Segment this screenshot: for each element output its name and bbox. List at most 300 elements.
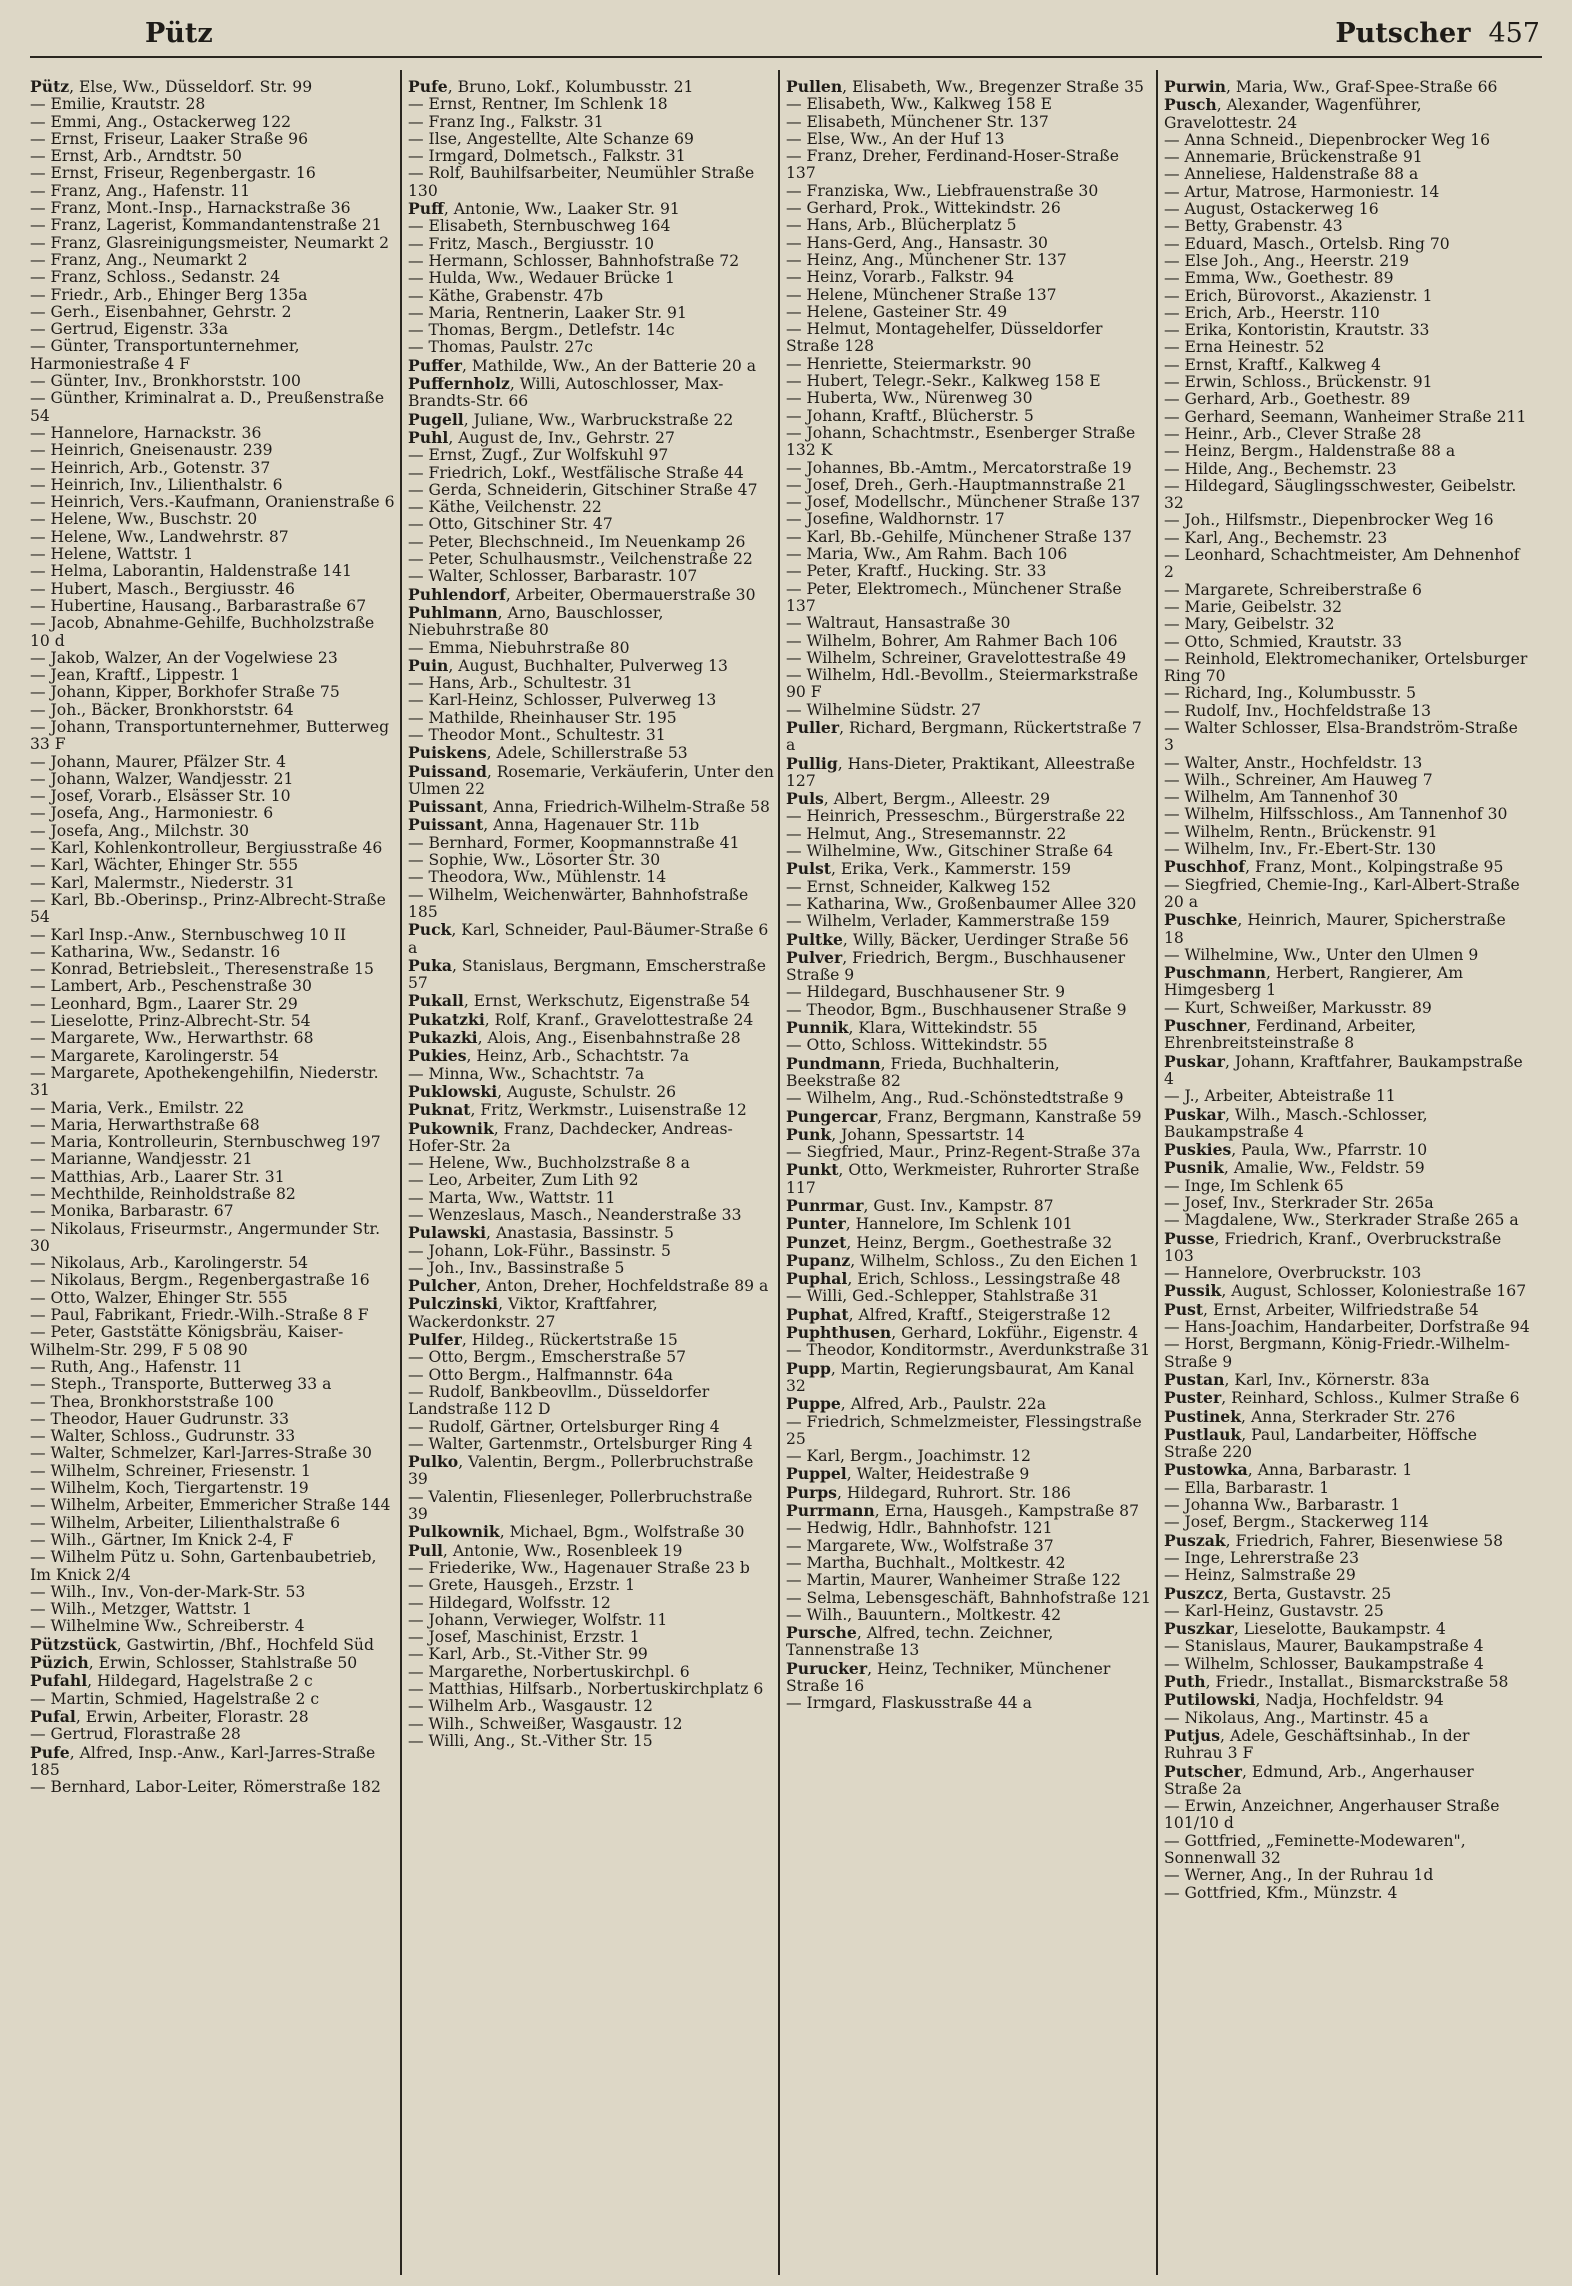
entry-text: — Otto, Gitschiner Str. 47 — [408, 515, 613, 534]
directory-entry — [408, 1172, 774, 1189]
directory-entry — [408, 1047, 774, 1065]
entry-text: , Berta, Gustavstr. 25 — [1223, 1584, 1392, 1603]
directory-entry — [408, 586, 774, 604]
directory-entry — [1164, 947, 1530, 964]
entry-text: — Thea, Bronkhorststraße 100 — [30, 1392, 274, 1411]
directory-entry — [30, 200, 396, 217]
entry-text: — Käthe, Veilchenstr. 22 — [408, 498, 602, 517]
entry-surname: Pufal — [30, 1706, 76, 1726]
directory-entry — [30, 1013, 396, 1030]
entry-text: — Johann, Schachtmstr., Esenberger Straße 132 K — [786, 423, 1136, 460]
entry-text: — Margarete, Ww., Wolfstraße 37 — [786, 1536, 1054, 1555]
directory-entry — [408, 499, 774, 516]
entry-text: — Karl, Ang., Bechemstr. 23 — [1164, 528, 1388, 547]
directory-entry — [1164, 1620, 1530, 1638]
entry-surname: Puphat — [786, 1304, 849, 1324]
entry-text: — Gerhard, Prok., Wittekindstr. 26 — [786, 199, 1061, 218]
entry-text: , Maria, Ww., Graf-Spee-Straße 66 — [1225, 78, 1498, 96]
directory-entry — [786, 477, 1152, 494]
entry-text: — Rudolf, Bankbeovllm., Düsseldorfer Landstraße 112 D — [408, 1382, 710, 1419]
directory-entry — [1164, 374, 1530, 391]
entry-surname: Pustlauk — [1164, 1424, 1242, 1444]
entry-surname: Puknat — [408, 1100, 471, 1120]
entry-surname: Pukies — [408, 1046, 467, 1066]
directory-entry — [1164, 201, 1530, 218]
entry-text: — Hans-Joachim, Handarbeiter, Dorfstraße 94 — [1164, 1318, 1530, 1337]
directory-entry — [786, 321, 1152, 356]
entry-text: — Siegfried, Maur., Prinz-Regent-Straße 37a — [786, 1143, 1141, 1162]
entry-text: — Gerhard, Seemann, Wanheimer Straße 211 — [1164, 407, 1527, 426]
directory-entry — [30, 1618, 396, 1635]
directory-entry — [30, 1048, 396, 1065]
directory-entry — [786, 1288, 1152, 1305]
directory-entry — [786, 1324, 1152, 1342]
entry-text: — Gottfried, Kfm., Münzstr. 4 — [1164, 1883, 1398, 1902]
entry-surname: Pufahl — [30, 1671, 88, 1691]
directory-entry — [786, 408, 1152, 425]
entry-text: — Katharina, Ww., Großenbaumer Allee 320 — [786, 894, 1137, 913]
directory-entry — [786, 114, 1152, 131]
entry-text: , Frieda, Buchhalterin, Beekstraße 82 — [786, 1054, 1060, 1090]
entry-text: — Willi, Ged.-Schlepper, Stahlstraße 31 — [786, 1287, 1100, 1306]
entry-text: , Anna, Hagenauer Str. 11b — [483, 816, 700, 835]
entry-text: — Grete, Hausgeh., Erzstr. 1 — [408, 1576, 636, 1595]
directory-entry — [1164, 1727, 1530, 1763]
directory-entry — [30, 269, 396, 286]
entry-text: — Johann, Walzer, Wandjesstr. 21 — [30, 769, 294, 788]
directory-entry — [408, 1190, 774, 1207]
entry-text: , Willi, Autoschlosser, Max-Brandts-Str. 66 — [408, 375, 724, 411]
entry-text: — Peter, Kraftf., Hucking. Str. 33 — [786, 562, 1047, 581]
entry-text: , Hildegard, Hagelstraße 2 c — [87, 1672, 313, 1691]
directory-entry — [786, 1607, 1152, 1624]
directory-entry — [786, 1002, 1152, 1019]
entry-text: — Erich, Bürovorst., Akazienstr. 1 — [1164, 286, 1433, 305]
entry-text: — Hubertine, Hausang., Barbarastraße 67 — [30, 596, 367, 615]
entry-text: — Franz, Ang., Hafenstr. 11 — [30, 181, 251, 200]
directory-entry — [1164, 841, 1530, 858]
directory-entry — [30, 529, 396, 546]
entry-text: — Lieselotte, Prinz-Albrecht-Str. 54 — [30, 1012, 311, 1031]
entry-text: , Alfred, Kraftf., Steigerstraße 12 — [848, 1305, 1111, 1324]
entry-surname: Pütz — [30, 78, 70, 96]
entry-text: , Heinrich, Maurer, Spicherstraße 18 — [1164, 911, 1506, 947]
directory-entry — [30, 390, 396, 425]
entry-surname: Puszkar — [1164, 1619, 1234, 1639]
entry-text: — Franziska, Ww., Liebfrauenstraße 30 — [786, 181, 1099, 200]
entry-text: , Willy, Bäcker, Uerdinger Straße 56 — [842, 930, 1129, 949]
directory-entry — [30, 840, 396, 857]
directory-entry — [786, 1660, 1152, 1696]
entry-text: — Monika, Barbarastr. 67 — [30, 1202, 234, 1221]
directory-entry — [1164, 1212, 1530, 1229]
directory-entry — [786, 1538, 1152, 1555]
entry-surname: Pungercar — [786, 1106, 878, 1126]
entry-text: , Rolf, Kranf., Gravelottestraße 24 — [484, 1010, 754, 1029]
directory-entry — [408, 957, 774, 993]
entry-text: , Valentin, Bergm., Pollerbruchstraße 39 — [408, 1453, 754, 1489]
entry-text: — Elisabeth, Ww., Kalkweg 158 E — [786, 95, 1053, 114]
directory-entry — [1164, 806, 1530, 823]
directory-entry — [408, 1384, 774, 1419]
entry-text: , Alexander, Wagenführer, Gravelottestr. 24 — [1164, 96, 1422, 132]
directory-entry — [408, 640, 774, 657]
directory-entry — [30, 1186, 396, 1203]
entry-text: — August, Ostackerweg 16 — [1164, 200, 1379, 219]
entry-text: — Helene, Ww., Buchholzstraße 8 a — [408, 1154, 690, 1173]
entry-text: — Franz, Lagerist, Kommandantenstraße 21 — [30, 216, 382, 235]
directory-entry — [408, 744, 774, 762]
directory-entry — [408, 339, 774, 356]
entry-surname: Puissant — [408, 815, 484, 835]
entry-text: , Johann, Kraftfahrer, Baukampstraße 4 — [1164, 1052, 1523, 1088]
entry-text: — Matthias, Hilfsarb., Norbertuskirchplatz 6 — [408, 1680, 764, 1699]
entry-text: — Johann, Kipper, Borkhofer Straße 75 — [30, 683, 340, 702]
entry-text: , Wilh., Masch.-Schlosser, Baukampstraße 4 — [1164, 1105, 1428, 1141]
directory-entry — [30, 944, 396, 961]
directory-entry — [1164, 512, 1530, 529]
entry-surname: Puschke — [1164, 910, 1238, 930]
directory-entry — [786, 1448, 1152, 1465]
entry-text: — Johannes, Bb.-Amtm., Mercatorstraße 19 — [786, 458, 1132, 477]
directory-entry — [1164, 616, 1530, 633]
entry-surname: Pundmann — [786, 1053, 881, 1073]
directory-entry — [408, 114, 774, 131]
directory-entry — [1164, 1833, 1530, 1868]
directory-entry — [1164, 1319, 1530, 1336]
directory-entry — [786, 390, 1152, 407]
directory-entry — [786, 1252, 1152, 1270]
entry-text: , Adele, Schillerstraße 53 — [486, 744, 688, 763]
entry-text: , Otto, Werkmeister, Ruhrorter Straße 117 — [786, 1161, 1140, 1197]
directory-entry — [30, 1480, 396, 1497]
directory-entry — [1164, 1282, 1530, 1300]
directory-entry — [1164, 858, 1530, 876]
directory-entry — [30, 1636, 396, 1654]
directory-entry — [408, 447, 774, 464]
directory-entry — [786, 581, 1152, 616]
directory-entry — [30, 1030, 396, 1047]
entry-text: — Richard, Ing., Kolumbusstr. 5 — [1164, 684, 1417, 703]
entry-text: , Wilhelm, Schloss., Zu den Eichen 1 — [850, 1251, 1139, 1270]
directory-entry — [30, 1100, 396, 1117]
column-divider — [400, 70, 402, 2275]
directory-entry — [786, 1342, 1152, 1359]
entry-text: — Wilh., Schweißer, Wasgaustr. 12 — [408, 1714, 683, 1733]
entry-text: — Heinr., Arb., Clever Straße 28 — [1164, 424, 1422, 443]
directory-entry — [1164, 772, 1530, 789]
directory-entry — [1164, 1656, 1530, 1673]
directory-entry — [1164, 166, 1530, 183]
directory-entry — [1164, 1480, 1530, 1497]
entry-text: — Johann, Kraftf., Blücherstr. 5 — [786, 406, 1034, 425]
entry-text: — Günter, Transportunternehmer, Harmoniestraße 4 F — [30, 337, 300, 373]
directory-entry — [1164, 132, 1530, 149]
entry-text: — Friedrich, Schmelzmeister, Flessingstraße 25 — [786, 1412, 1142, 1448]
entry-text: — Rudolf, Inv., Hochfeldstraße 13 — [1164, 701, 1432, 720]
directory-entry — [408, 534, 774, 551]
entry-text: , Stanislaus, Bergmann, Emscherstraße 57 — [408, 956, 766, 993]
entry-surname: Puster — [1164, 1388, 1222, 1408]
entry-text: , Martin, Regierungsbaurat, Am Kanal 32 — [786, 1359, 1134, 1395]
directory-entry — [408, 1224, 774, 1242]
entry-surname: Purwin — [1164, 78, 1226, 96]
entry-text: — Walter Schlosser, Elsa-Brandström-Straße 3 — [1164, 718, 1518, 755]
entry-text: — Johann, Verwieger, Wolfstr. 11 — [408, 1610, 668, 1629]
entry-text: — Karl, Bb.-Gehilfe, Münchener Straße 137 — [786, 527, 1132, 546]
entry-text: — Gertrud, Florastraße 28 — [30, 1725, 241, 1744]
page-header — [30, 14, 1542, 54]
entry-surname: Pustinek — [1164, 1406, 1242, 1426]
directory-entry — [786, 1484, 1152, 1502]
entry-text: — Hildegard, Wolfsstr. 12 — [408, 1593, 611, 1612]
directory-entry — [1164, 1053, 1530, 1089]
directory-entry — [786, 702, 1152, 719]
entry-surname: Puth — [1164, 1672, 1206, 1692]
entry-surname: Purrmann — [786, 1501, 875, 1521]
column-divider — [778, 70, 780, 2275]
entry-text: — Ernst, Zugf., Zur Wolfskuhl 97 — [408, 446, 669, 465]
entry-text: — Margarete, Karolingerstr. 54 — [30, 1046, 279, 1065]
directory-entry — [408, 1681, 774, 1698]
entry-surname: Puck — [408, 920, 452, 940]
directory-entry — [1164, 911, 1530, 947]
directory-entry — [408, 763, 774, 799]
entry-text: — Friederike, Ww., Hagenauer Straße 23 b — [408, 1558, 750, 1577]
entry-text: — Gerhard, Arb., Goethestr. 89 — [1164, 390, 1411, 409]
entry-text: — Johanna Ww., Barbarastr. 1 — [1164, 1496, 1401, 1515]
directory-entry — [408, 869, 774, 886]
entry-text: , Paul, Landarbeiter, Höffsche Straße 220 — [1164, 1425, 1478, 1462]
entry-text: , Bruno, Lokf., Kolumbusstr. 21 — [447, 78, 694, 96]
entry-text: , Anna, Friedrich-Wilhelm-Straße 58 — [483, 798, 770, 817]
entry-text: — Hans, Arb., Schultestr. 31 — [408, 674, 633, 693]
directory-entry — [30, 373, 396, 390]
entry-text: — Hulda, Ww., Wedauer Brücke 1 — [408, 269, 675, 288]
directory-entry — [786, 269, 1152, 286]
entry-text: , Fritz, Werkmstr., Luisenstraße 12 — [470, 1101, 747, 1120]
entry-text: — Wilhelm, Verlader, Kammerstraße 159 — [786, 912, 1110, 931]
directory-entry — [786, 1590, 1152, 1607]
directory-entry — [408, 482, 774, 499]
entry-text: — Theodora, Ww., Mühlenstr. 14 — [408, 868, 667, 887]
entry-surname: Puin — [408, 655, 449, 675]
entry-surname: Puklowski — [408, 1081, 498, 1101]
header-right — [1335, 18, 1540, 49]
directory-entry — [786, 1572, 1152, 1589]
entry-text: — Maria, Verk., Emilstr. 22 — [30, 1098, 245, 1117]
entry-text: — Joh., Inv., Bassinstraße 5 — [408, 1258, 625, 1277]
directory-entry — [1164, 253, 1530, 270]
directory-entry — [30, 96, 396, 113]
entry-text: — Walter, Schlosser, Barbarastr. 107 — [408, 567, 698, 586]
entry-text: , Lieselotte, Baukampstr. 4 — [1233, 1620, 1446, 1639]
entry-text: — Otto, Schloss. Wittekindstr. 55 — [786, 1036, 1048, 1055]
entry-text: — J., Arbeiter, Abteistraße 11 — [1164, 1087, 1396, 1106]
entry-text: — Günther, Kriminalrat a. D., Preußenstraße 54 — [30, 389, 385, 425]
entry-surname: Purps — [786, 1482, 837, 1502]
directory-entry — [30, 1497, 396, 1514]
directory-entry — [30, 1445, 396, 1462]
entry-surname: Pultke — [786, 929, 843, 949]
entry-text: — Leo, Arbeiter, Zum Lith 92 — [408, 1171, 639, 1190]
directory-entry — [1164, 218, 1530, 235]
directory-entry — [30, 1532, 396, 1549]
entry-surname: Pusch — [1164, 95, 1217, 115]
entry-text: , Anna, Sterkrader Str. 276 — [1241, 1407, 1456, 1426]
entry-text: — Erwin, Schloss., Brückenstr. 91 — [1164, 373, 1433, 392]
entry-surname: Pützstück — [30, 1634, 117, 1654]
entry-surname: Pufe — [408, 78, 448, 96]
directory-entry — [408, 1029, 774, 1047]
entry-text: — Josef, Modellschr., Münchener Straße 137 — [786, 493, 1141, 512]
entry-text: — Ernst, Arb., Arndtstr. 50 — [30, 147, 242, 166]
entry-text: , Alfred, Insp.-Anw., Karl-Jarres-Straße 185 — [30, 1743, 376, 1779]
directory-entry — [408, 1698, 774, 1715]
entry-surname: Pursche — [786, 1623, 857, 1643]
entry-text: — Waltraut, Hansastraße 30 — [786, 614, 1011, 633]
entry-text: , Ernst, Arbeiter, Wilfriedstraße 54 — [1203, 1300, 1479, 1319]
directory-entry — [786, 183, 1152, 200]
entry-surname: Puller — [786, 717, 840, 737]
entry-text: — Inge, Im Schlenk 65 — [1164, 1176, 1344, 1195]
directory-entry — [408, 1489, 774, 1524]
entry-text: , Alois, Ang., Eisenbahnstraße 28 — [477, 1029, 741, 1048]
directory-entry — [1164, 1141, 1530, 1159]
directory-entry — [1164, 685, 1530, 702]
directory-entry — [408, 288, 774, 305]
entry-text: — Theodor, Hauer Gudrunstr. 33 — [30, 1409, 290, 1428]
entry-text: — Elisabeth, Münchener Str. 137 — [786, 112, 1049, 131]
entry-surname: Pukazki — [408, 1028, 478, 1048]
entry-text: — Kurt, Schweißer, Markusstr. 89 — [1164, 998, 1432, 1017]
directory-entry — [30, 823, 396, 840]
entry-text: — Gerh., Eisenbahner, Gehrstr. 2 — [30, 302, 292, 321]
directory-entry — [30, 961, 396, 978]
directory-entry — [408, 429, 774, 447]
directory-entry — [408, 1664, 774, 1681]
entry-text: — Stanislaus, Maurer, Baukampstraße 4 — [1164, 1637, 1484, 1656]
directory-entry — [408, 921, 774, 957]
entry-surname: Püzich — [30, 1653, 89, 1673]
directory-entry — [408, 1436, 774, 1453]
entry-surname: Pusnik — [1164, 1158, 1224, 1178]
directory-entry — [408, 236, 774, 253]
directory-entry — [1164, 1673, 1530, 1691]
entry-text: — Otto, Bergm., Emscherstraße 57 — [408, 1348, 687, 1367]
directory-entry — [786, 235, 1152, 252]
directory-entry — [1164, 288, 1530, 305]
entry-text: , Ferdinand, Arbeiter, Ehrenbreitsteinstraße 8 — [1164, 1017, 1417, 1053]
directory-entry — [786, 78, 1152, 96]
entry-text: — Reinhold, Elektromechaniker, Ortelsburger Ring 70 — [1164, 649, 1528, 686]
directory-entry — [786, 1090, 1152, 1107]
entry-text: — Bernhard, Labor-Leiter, Römerstraße 182 — [30, 1778, 381, 1797]
directory-entry — [30, 1549, 396, 1584]
directory-entry — [408, 322, 774, 339]
entry-text: — Gerda, Schneiderin, Gitschiner Straße 47 — [408, 480, 758, 499]
directory-entry — [1164, 1017, 1530, 1053]
entry-text: — Emilie, Krautstr. 28 — [30, 95, 206, 114]
directory-entry — [1164, 1178, 1530, 1195]
entry-text: — Selma, Lebensgeschäft, Bahnhofstraße 121 — [786, 1588, 1151, 1607]
directory-entry — [786, 843, 1152, 860]
entry-text: , Juliane, Ww., Warbruckstraße 22 — [463, 410, 734, 429]
directory-entry — [786, 1414, 1152, 1449]
entry-text: — Maria, Herwarthstraße 68 — [30, 1115, 260, 1134]
entry-text: , Hannelore, Im Schlenk 101 — [845, 1215, 1073, 1234]
directory-entry — [30, 788, 396, 805]
directory-entry — [1164, 305, 1530, 322]
entry-text: — Else, Ww., An der Huf 13 — [786, 129, 1005, 148]
entry-text: — Joh., Hilfsmstr., Diepenbrocker Weg 16 — [1164, 511, 1494, 530]
entry-text: , Arbeiter, Obermauerstraße 30 — [505, 585, 756, 604]
entry-text: — Wilhelm, Schreiner, Gravelottestraße 49 — [786, 648, 1127, 667]
entry-text: — Emma, Niebuhrstraße 80 — [408, 638, 630, 657]
directory-entry — [408, 835, 774, 852]
entry-surname: Pukatzki — [408, 1009, 485, 1029]
entry-text: — Erwin, Anzeichner, Angerhauser Straße 101/10 d — [1164, 1797, 1500, 1833]
entry-text: — Johann, Lok-Führ., Bassinstr. 5 — [408, 1241, 671, 1260]
entry-text: — Nikolaus, Arb., Karolingerstr. 54 — [30, 1254, 309, 1273]
directory-entry — [1164, 322, 1530, 339]
directory-entry — [1164, 1514, 1530, 1531]
entry-surname: Puls — [786, 789, 824, 809]
directory-entry — [786, 650, 1152, 667]
entry-surname: Puppe — [786, 1394, 841, 1414]
entry-text: — Thomas, Paulstr. 27c — [408, 338, 593, 357]
directory-entry — [30, 1726, 396, 1743]
directory-entry — [30, 1290, 396, 1307]
entry-text: — Wilhelm, Rentn., Brückenstr. 91 — [1164, 822, 1438, 841]
entry-text: — Wilhelm, Am Tannenhof 30 — [1164, 788, 1399, 807]
directory-entry — [1164, 1195, 1530, 1212]
directory-entry — [1164, 426, 1530, 443]
entry-text: — Gertrud, Eigenstr. 33a — [30, 320, 229, 339]
directory-entry — [30, 1708, 396, 1726]
entry-text: , Franz, Bergmann, Kanstraße 59 — [877, 1107, 1142, 1126]
entry-surname: Pukall — [408, 991, 464, 1011]
entry-text: , Anna, Barbarastr. 1 — [1247, 1461, 1413, 1480]
entry-surname: Puissant — [408, 797, 484, 817]
directory-entry — [30, 1221, 396, 1256]
entry-text: — Franz, Mont.-Insp., Harnackstraße 36 — [30, 199, 351, 218]
directory-entry — [786, 460, 1152, 477]
directory-entry — [786, 373, 1152, 390]
entry-text: — Matthias, Arb., Laarer Str. 31 — [30, 1167, 285, 1186]
entry-text: , Heinz, Bergm., Goethestraße 32 — [846, 1233, 1113, 1252]
directory-entry — [1164, 634, 1530, 651]
entry-text: — Katharina, Ww., Sedanstr. 16 — [30, 942, 281, 961]
entry-surname: Putjus — [1164, 1725, 1221, 1745]
entry-text: — Josef, Maschinist, Erzstr. 1 — [408, 1628, 640, 1647]
entry-text: — Heinz, Ang., Münchener Str. 137 — [786, 250, 1067, 269]
entry-text: — Friedr., Arb., Ehinger Berg 135a — [30, 285, 308, 304]
entry-text: — Wilh., Bauuntern., Moltkestr. 42 — [786, 1605, 1061, 1624]
entry-text: , Ernst, Werkschutz, Eigenstraße 54 — [463, 992, 750, 1011]
directory-entry — [786, 879, 1152, 896]
entry-text: — Marie, Geibelstr. 32 — [1164, 597, 1343, 616]
header-rule — [30, 56, 1542, 58]
directory-entry — [408, 1646, 774, 1663]
directory-entry — [786, 529, 1152, 546]
entry-text: — Konrad, Betriebsleit., Theresenstraße 15 — [30, 960, 374, 979]
directory-entry — [30, 702, 396, 719]
entry-text: — Mathilde, Rheinhauser Str. 195 — [408, 708, 677, 727]
directory-entry — [30, 114, 396, 131]
directory-entry — [1164, 1230, 1530, 1266]
directory-entry — [30, 460, 396, 477]
